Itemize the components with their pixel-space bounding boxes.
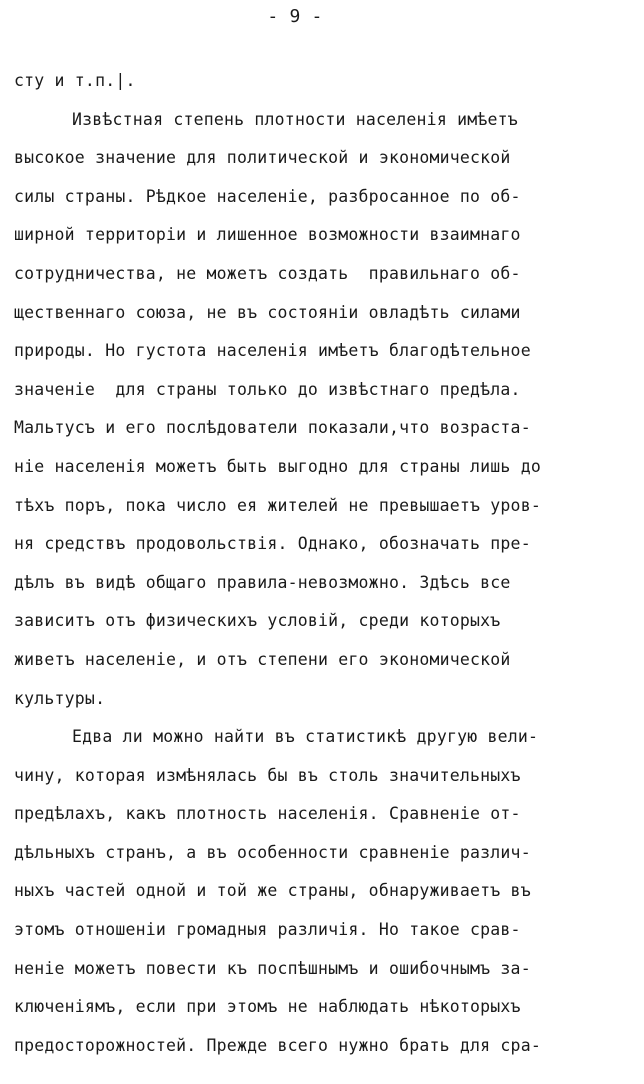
text-line: чину, которая измѣнялась бы въ столь значительныхъ: [14, 765, 521, 785]
text-line: ширной территоріи и лишенное возможности взаимнаго: [14, 225, 521, 245]
text-line: предѣлахъ, какъ плотность населенія. Сравненіе от-: [14, 804, 521, 824]
text-line: культуры.: [14, 688, 106, 708]
text-line: природы. Но густота населенія имѣетъ благодѣтельное: [14, 341, 531, 361]
text-line: Едва ли можно найти въ статистикѣ другую вели-: [72, 727, 539, 747]
text-line: щественнаго союза, не въ состояніи овладѣть силами: [14, 302, 521, 322]
page-number: - 9 -: [267, 6, 323, 27]
text-line: живетъ населеніе, и отъ степени его экономической: [14, 649, 511, 669]
text-line: ныхъ частей одной и той же страны, обнаруживаетъ въ: [14, 881, 531, 901]
text-line: ключеніямъ, если при этомъ не наблюдать нѣкоторыхъ: [14, 997, 521, 1017]
text-line: ніе населенія можетъ быть выгодно для страны лишь до: [14, 456, 541, 476]
text-line: неніе можетъ повести къ поспѣшнымъ и ошибочнымъ за-: [14, 958, 531, 978]
text-line: дѣлъ въ видѣ общаго правила-невозможно. Здѣсь все: [14, 572, 511, 592]
text-line: сотрудничества, не можетъ создать правильнаго об-: [14, 263, 521, 283]
text-line: сту и т.п.|.: [14, 71, 136, 90]
body-text: [14, 62, 634, 1065]
text-line: значеніе для страны только до извѣстнаго предѣла.: [14, 379, 521, 399]
text-line: этомъ отношеніи громадныя различія. Но такое срав-: [14, 920, 521, 940]
text-line: Мальтусъ и его послѣдователи показали,что возраста-: [14, 418, 531, 438]
text-line: Извѣстная степень плотности населенія имѣетъ: [72, 109, 518, 129]
text-line: силы страны. Рѣдкое населеніе, разбросанное по об-: [14, 186, 521, 206]
text-line: высокое значение для политической и экономической: [14, 148, 511, 168]
text-line: зависитъ отъ физическихъ условій, среди которыхъ: [14, 611, 501, 631]
text-line: ня средствъ продовольствія. Однако, обозначать пре-: [14, 534, 531, 554]
text-line: дѣльныхъ странъ, а въ особенности сравненіе различ-: [14, 842, 531, 862]
text-line: тѣхъ поръ, пока число ея жителей не превышаетъ уров-: [14, 495, 541, 515]
text-line: предосторожностей. Прежде всего нужно брать для сра-: [14, 1035, 541, 1055]
